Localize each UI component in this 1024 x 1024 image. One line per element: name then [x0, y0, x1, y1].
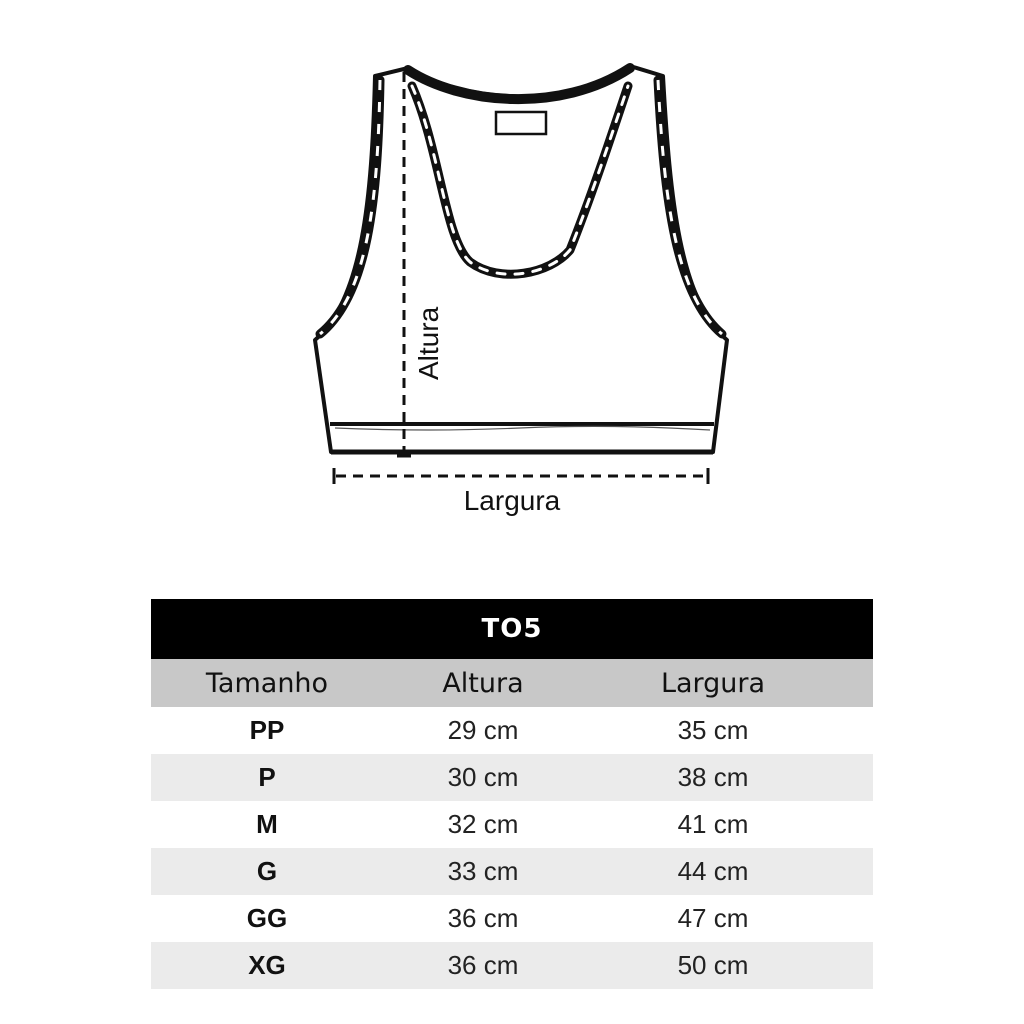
- height-label: Altura: [413, 306, 444, 380]
- table-row: [151, 942, 873, 989]
- table-row: [151, 754, 873, 801]
- largura-cell: 41 cm: [677, 809, 749, 839]
- size-cell: PP: [249, 715, 285, 745]
- size-cell: G: [256, 856, 278, 886]
- altura-cell: 29 cm: [447, 715, 519, 745]
- width-label: Largura: [463, 485, 561, 516]
- size-cell: XG: [248, 950, 286, 980]
- table-header-row: [151, 659, 873, 707]
- size-cell: M: [256, 809, 278, 839]
- table-row: [151, 848, 873, 895]
- table-body: [151, 707, 873, 989]
- table-title: TO5: [481, 614, 543, 644]
- width-measure-line: [334, 468, 708, 484]
- table-row: [151, 801, 873, 848]
- largura-cell: 47 cm: [677, 903, 749, 933]
- size-table: [151, 599, 873, 989]
- altura-cell: 36 cm: [447, 903, 519, 933]
- header-altura: Altura: [442, 667, 524, 699]
- header-largura: Largura: [660, 667, 766, 699]
- table-row: [151, 707, 873, 754]
- largura-cell: 35 cm: [677, 715, 749, 745]
- largura-cell: 44 cm: [677, 856, 749, 886]
- table-title-bar: [151, 599, 873, 659]
- largura-cell: 38 cm: [677, 762, 749, 792]
- largura-cell: 50 cm: [677, 950, 749, 980]
- altura-cell: 36 cm: [447, 950, 519, 980]
- size-cell: P: [258, 762, 276, 792]
- neck-label-tag: [496, 112, 546, 134]
- size-cell: GG: [246, 903, 288, 933]
- altura-cell: 33 cm: [447, 856, 519, 886]
- altura-cell: 30 cm: [447, 762, 519, 792]
- altura-cell: 32 cm: [447, 809, 519, 839]
- header-tamanho: Tamanho: [205, 667, 329, 699]
- table-row: [151, 895, 873, 942]
